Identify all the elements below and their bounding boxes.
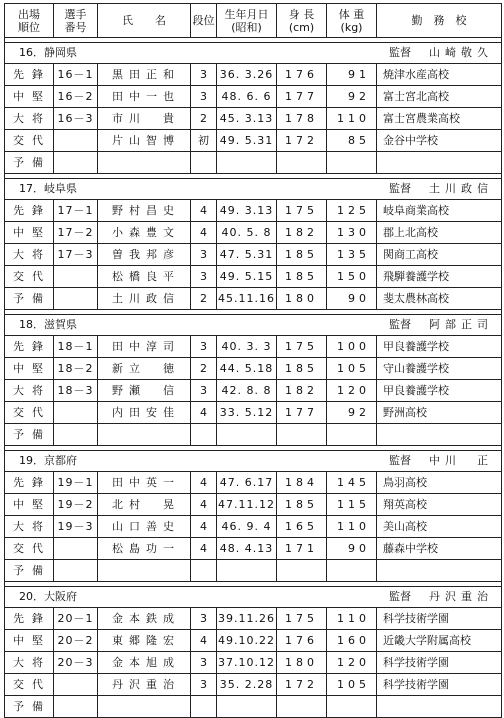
rank-cell: 4	[191, 200, 217, 222]
coach-cell	[277, 315, 502, 336]
rank-cell: 3	[191, 244, 217, 266]
birthdate-cell: 36. 3.26	[217, 64, 277, 86]
coach-label: 監督	[389, 318, 411, 331]
position-cell: 中堅	[5, 86, 54, 108]
header-number: 選手 番号	[54, 4, 98, 38]
number-cell	[54, 130, 98, 152]
rank-cell: 4	[191, 538, 217, 560]
name-cell: 田中英一	[98, 472, 191, 494]
rank-cell: 3	[191, 380, 217, 402]
rank-cell	[191, 424, 217, 446]
roster-page	[4, 3, 501, 713]
workplace-cell: 富士宮農業高校	[377, 108, 502, 130]
weight-cell	[327, 560, 377, 582]
number-cell	[54, 560, 98, 582]
position-cell: 大将	[5, 516, 54, 538]
coach-cell	[277, 587, 502, 608]
rank-cell: 2	[191, 108, 217, 130]
number-cell: 17－2	[54, 222, 98, 244]
position-cell: 先鋒	[5, 200, 54, 222]
height-cell: 177	[277, 86, 327, 108]
height-cell	[277, 424, 327, 446]
table-row	[5, 424, 502, 446]
number-cell: 20－3	[54, 652, 98, 674]
workplace-cell: 飛騨養護学校	[377, 266, 502, 288]
name-cell	[98, 152, 191, 174]
workplace-cell: 甲良養護学校	[377, 336, 502, 358]
weight-cell: 110	[327, 608, 377, 630]
height-cell: 185	[277, 266, 327, 288]
birthdate-cell: 49. 3.13	[217, 200, 277, 222]
rank-cell: 3	[191, 266, 217, 288]
workplace-cell	[377, 152, 502, 174]
number-cell: 20－1	[54, 608, 98, 630]
position-cell: 予備	[5, 152, 54, 174]
name-cell: 丹沢重治	[98, 674, 191, 696]
birthdate-cell: 49. 5.15	[217, 266, 277, 288]
rank-cell	[191, 152, 217, 174]
height-cell: 178	[277, 108, 327, 130]
workplace-cell: 野洲高校	[377, 402, 502, 424]
prefecture-header-row	[5, 587, 502, 608]
birthdate-cell	[217, 152, 277, 174]
position-cell: 中堅	[5, 222, 54, 244]
height-cell: 180	[277, 288, 327, 310]
workplace-cell: 関商工高校	[377, 244, 502, 266]
workplace-cell: 科学技術学園	[377, 652, 502, 674]
table-row	[5, 472, 502, 494]
number-cell	[54, 152, 98, 174]
weight-cell: 120	[327, 380, 377, 402]
workplace-cell: 斐太農林高校	[377, 288, 502, 310]
height-cell: 176	[277, 630, 327, 652]
birthdate-cell	[217, 424, 277, 446]
height-cell: 175	[277, 200, 327, 222]
weight-cell: 135	[327, 244, 377, 266]
workplace-cell: 富士宮北高校	[377, 86, 502, 108]
birthdate-cell: 49. 5.31	[217, 130, 277, 152]
position-cell: 先鋒	[5, 64, 54, 86]
rank-cell: 4	[191, 516, 217, 538]
height-cell: 185	[277, 244, 327, 266]
name-cell: 田中淳司	[98, 336, 191, 358]
number-cell	[54, 674, 98, 696]
header-rank: 段位	[191, 4, 217, 38]
weight-cell: 91	[327, 64, 377, 86]
table-row	[5, 380, 502, 402]
number-cell: 18－3	[54, 380, 98, 402]
number-cell: 16－2	[54, 86, 98, 108]
weight-cell: 110	[327, 108, 377, 130]
prefecture-header-row	[5, 179, 502, 200]
name-cell: 金本鉄成	[98, 608, 191, 630]
birthdate-cell: 39.11.26	[217, 608, 277, 630]
name-cell: 市川 貴	[98, 108, 191, 130]
name-cell: 松島功一	[98, 538, 191, 560]
table-row	[5, 538, 502, 560]
position-cell: 交代	[5, 130, 54, 152]
height-cell: 165	[277, 516, 327, 538]
coach-label: 監督	[389, 46, 411, 59]
table-row	[5, 64, 502, 86]
rank-cell: 3	[191, 64, 217, 86]
table-row	[5, 696, 502, 718]
header-name: 氏 名	[98, 4, 191, 38]
prefecture-header-row	[5, 451, 502, 472]
number-cell	[54, 266, 98, 288]
position-cell: 中堅	[5, 630, 54, 652]
prefecture-name: 16．静岡県	[5, 43, 277, 64]
height-cell: 171	[277, 538, 327, 560]
birthdate-cell: 46. 9. 4	[217, 516, 277, 538]
position-cell: 予備	[5, 288, 54, 310]
birthdate-cell: 49.10.22	[217, 630, 277, 652]
name-cell: 黒田正和	[98, 64, 191, 86]
number-cell: 17－1	[54, 200, 98, 222]
header-weight: 体 重 (kg)	[327, 4, 377, 38]
weight-cell	[327, 696, 377, 718]
table-row	[5, 358, 502, 380]
table-row	[5, 266, 502, 288]
position-cell: 交代	[5, 538, 54, 560]
weight-cell	[327, 424, 377, 446]
height-cell: 185	[277, 358, 327, 380]
workplace-cell: 近畿大学附属高校	[377, 630, 502, 652]
workplace-cell: 科学技術学園	[377, 608, 502, 630]
position-cell: 予備	[5, 696, 54, 718]
rank-cell: 4	[191, 630, 217, 652]
table-row	[5, 336, 502, 358]
table-row	[5, 674, 502, 696]
number-cell	[54, 288, 98, 310]
weight-cell: 90	[327, 538, 377, 560]
height-cell	[277, 152, 327, 174]
number-cell: 20－2	[54, 630, 98, 652]
header-position: 出場 順位	[5, 4, 54, 38]
table-row	[5, 86, 502, 108]
workplace-cell: 金谷中学校	[377, 130, 502, 152]
name-cell: 野村昌史	[98, 200, 191, 222]
coach-label: 監督	[389, 590, 411, 603]
table-row	[5, 516, 502, 538]
height-cell: 184	[277, 472, 327, 494]
coach-label: 監督	[389, 182, 411, 195]
header-work: 勤 務 校	[377, 4, 502, 38]
birthdate-cell: 40. 3. 3	[217, 336, 277, 358]
weight-cell: 105	[327, 674, 377, 696]
height-cell: 180	[277, 652, 327, 674]
workplace-cell: 守山養護学校	[377, 358, 502, 380]
height-cell: 182	[277, 222, 327, 244]
rank-cell	[191, 560, 217, 582]
birthdate-cell: 47. 6.17	[217, 472, 277, 494]
position-cell: 交代	[5, 402, 54, 424]
prefecture-header-row	[5, 43, 502, 64]
number-cell: 19－3	[54, 516, 98, 538]
position-cell: 大将	[5, 380, 54, 402]
birthdate-cell: 45. 3.13	[217, 108, 277, 130]
birthdate-cell: 35. 2.28	[217, 674, 277, 696]
name-cell: 小森豊文	[98, 222, 191, 244]
coach-cell	[277, 43, 502, 64]
name-cell	[98, 696, 191, 718]
weight-cell: 100	[327, 336, 377, 358]
birthdate-cell: 40. 5. 8	[217, 222, 277, 244]
header-row	[5, 4, 502, 38]
weight-cell: 92	[327, 402, 377, 424]
rank-cell: 3	[191, 336, 217, 358]
birthdate-cell: 42. 8. 8	[217, 380, 277, 402]
coach-name: 中川 正	[429, 454, 493, 467]
number-cell	[54, 402, 98, 424]
name-cell: 東郷隆宏	[98, 630, 191, 652]
position-cell: 予備	[5, 424, 54, 446]
rank-cell: 4	[191, 222, 217, 244]
table-row	[5, 152, 502, 174]
birthdate-cell: 37.10.12	[217, 652, 277, 674]
prefecture-name: 17．岐阜県	[5, 179, 277, 200]
workplace-cell: 翔英高校	[377, 494, 502, 516]
weight-cell: 150	[327, 266, 377, 288]
name-cell: 土川政信	[98, 288, 191, 310]
table-row	[5, 108, 502, 130]
coach-name: 土川政信	[429, 182, 493, 195]
rank-cell: 4	[191, 402, 217, 424]
rank-cell: 4	[191, 494, 217, 516]
number-cell: 18－2	[54, 358, 98, 380]
weight-cell: 125	[327, 200, 377, 222]
height-cell: 176	[277, 64, 327, 86]
name-cell: 新立 徳	[98, 358, 191, 380]
birthdate-cell	[217, 696, 277, 718]
coach-name: 山崎敬久	[429, 46, 493, 59]
weight-cell	[327, 152, 377, 174]
number-cell: 19－2	[54, 494, 98, 516]
name-cell: 曽我邦彦	[98, 244, 191, 266]
height-cell: 185	[277, 494, 327, 516]
position-cell: 中堅	[5, 358, 54, 380]
height-cell: 172	[277, 130, 327, 152]
rank-cell	[191, 696, 217, 718]
number-cell: 19－1	[54, 472, 98, 494]
coach-cell	[277, 179, 502, 200]
weight-cell: 85	[327, 130, 377, 152]
coach-label: 監督	[389, 454, 411, 467]
workplace-cell	[377, 696, 502, 718]
table-row	[5, 630, 502, 652]
weight-cell: 105	[327, 358, 377, 380]
coach-name: 阿部正司	[429, 318, 493, 331]
weight-cell: 145	[327, 472, 377, 494]
table-row	[5, 200, 502, 222]
birthdate-cell: 33. 5.12	[217, 402, 277, 424]
position-cell: 先鋒	[5, 336, 54, 358]
position-cell: 交代	[5, 266, 54, 288]
table-row	[5, 560, 502, 582]
workplace-cell: 岐阜商業高校	[377, 200, 502, 222]
workplace-cell: 甲良養護学校	[377, 380, 502, 402]
name-cell: 内田安佳	[98, 402, 191, 424]
name-cell: 山口善史	[98, 516, 191, 538]
birthdate-cell: 48. 4.13	[217, 538, 277, 560]
header-birth: 生年月日 (昭和)	[217, 4, 277, 38]
workplace-cell	[377, 424, 502, 446]
table-row	[5, 244, 502, 266]
height-cell: 182	[277, 380, 327, 402]
table-row	[5, 402, 502, 424]
prefecture-name: 20．大阪府	[5, 587, 277, 608]
height-cell: 172	[277, 674, 327, 696]
workplace-cell: 焼津水産高校	[377, 64, 502, 86]
workplace-cell: 美山高校	[377, 516, 502, 538]
position-cell: 先鋒	[5, 608, 54, 630]
rank-cell: 2	[191, 358, 217, 380]
number-cell	[54, 538, 98, 560]
table-row	[5, 608, 502, 630]
number-cell: 18－1	[54, 336, 98, 358]
weight-cell: 130	[327, 222, 377, 244]
position-cell: 予備	[5, 560, 54, 582]
birthdate-cell: 47.11.12	[217, 494, 277, 516]
rank-cell: 初	[191, 130, 217, 152]
name-cell: 田中一也	[98, 86, 191, 108]
number-cell	[54, 424, 98, 446]
height-cell: 175	[277, 608, 327, 630]
name-cell	[98, 560, 191, 582]
birthdate-cell: 44. 5.18	[217, 358, 277, 380]
table-row	[5, 222, 502, 244]
prefecture-name: 18．滋賀県	[5, 315, 277, 336]
position-cell: 先鋒	[5, 472, 54, 494]
coach-cell	[277, 451, 502, 472]
birthdate-cell	[217, 560, 277, 582]
rank-cell: 3	[191, 86, 217, 108]
height-cell	[277, 696, 327, 718]
height-cell: 175	[277, 336, 327, 358]
position-cell: 大将	[5, 108, 54, 130]
prefecture-name: 19．京都府	[5, 451, 277, 472]
name-cell: 野瀬 信	[98, 380, 191, 402]
weight-cell: 160	[327, 630, 377, 652]
number-cell: 17－3	[54, 244, 98, 266]
rank-cell: 3	[191, 652, 217, 674]
rank-cell: 3	[191, 608, 217, 630]
height-cell	[277, 560, 327, 582]
number-cell: 16－3	[54, 108, 98, 130]
coach-name: 丹沢重治	[429, 590, 493, 603]
rank-cell: 4	[191, 472, 217, 494]
roster-table	[4, 3, 502, 718]
header-height: 身 長 (cm)	[277, 4, 327, 38]
workplace-cell: 科学技術学園	[377, 674, 502, 696]
name-cell: 北村 晃	[98, 494, 191, 516]
table-row	[5, 652, 502, 674]
number-cell	[54, 696, 98, 718]
workplace-cell	[377, 560, 502, 582]
weight-cell: 92	[327, 86, 377, 108]
table-row	[5, 130, 502, 152]
position-cell: 大将	[5, 652, 54, 674]
position-cell: 中堅	[5, 494, 54, 516]
rank-cell: 3	[191, 674, 217, 696]
weight-cell: 115	[327, 494, 377, 516]
name-cell: 松橋良平	[98, 266, 191, 288]
weight-cell: 120	[327, 652, 377, 674]
name-cell: 金本旭成	[98, 652, 191, 674]
position-cell: 大将	[5, 244, 54, 266]
name-cell	[98, 424, 191, 446]
position-cell: 交代	[5, 674, 54, 696]
table-row	[5, 494, 502, 516]
workplace-cell: 鳥羽高校	[377, 472, 502, 494]
weight-cell: 90	[327, 288, 377, 310]
table-row	[5, 288, 502, 310]
number-cell: 16－1	[54, 64, 98, 86]
name-cell: 片山智博	[98, 130, 191, 152]
rank-cell: 2	[191, 288, 217, 310]
weight-cell: 110	[327, 516, 377, 538]
birthdate-cell: 47. 5.31	[217, 244, 277, 266]
birthdate-cell: 45.11.16	[217, 288, 277, 310]
height-cell: 177	[277, 402, 327, 424]
birthdate-cell: 48. 6. 6	[217, 86, 277, 108]
workplace-cell: 藤森中学校	[377, 538, 502, 560]
workplace-cell: 郡上北高校	[377, 222, 502, 244]
prefecture-header-row	[5, 315, 502, 336]
